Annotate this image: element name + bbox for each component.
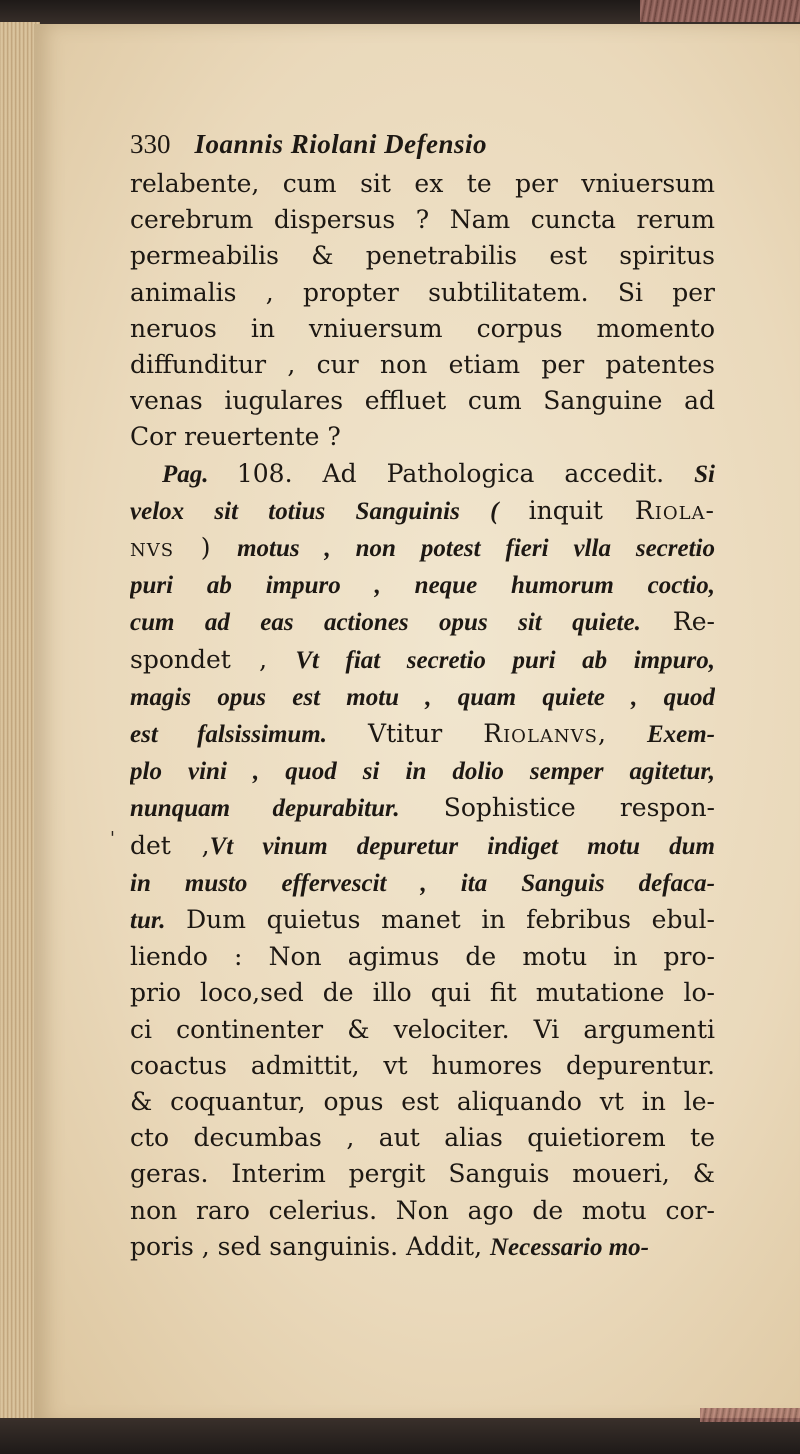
text-segment: Necessario mo- bbox=[490, 1233, 649, 1261]
text-line bbox=[130, 1193, 715, 1229]
page-header bbox=[130, 126, 715, 166]
text-segment: prio loco,sed de illo qui fit mutatione lo- bbox=[130, 978, 715, 1008]
text-line bbox=[130, 383, 715, 419]
text-segment: in musto effervescit , ita Sanguis defaca- bbox=[130, 869, 715, 897]
text-segment: relabente, cum sit ex te per vniuersum bbox=[130, 169, 715, 198]
text-line bbox=[130, 679, 715, 716]
text-line bbox=[130, 202, 715, 238]
text-segment: motus , non potest fieri vlla secretio bbox=[237, 535, 715, 563]
text-segment: venas iugulares effluet cum Sanguine ad bbox=[130, 386, 715, 416]
text-segment: Exem- bbox=[646, 721, 715, 749]
text-segment: & coquantur, opus est aliquando vt in le- bbox=[130, 1087, 715, 1117]
text-line bbox=[130, 1012, 715, 1048]
text-segment: liendo : Non agimus de motu in pro- bbox=[130, 942, 715, 972]
text-segment: det , bbox=[130, 830, 210, 860]
ribbon-bookmark-bottom bbox=[700, 1408, 800, 1422]
text-line bbox=[130, 238, 715, 274]
text-line bbox=[130, 311, 715, 347]
text-segment: velox sit totius Sanguinis ( bbox=[130, 497, 529, 525]
page-number: 330 bbox=[130, 129, 171, 159]
text-segment: Vt vinum depuretur indiget motu dum bbox=[209, 832, 715, 860]
text-segment: magis opus est motu , quam quiete , quod bbox=[130, 683, 715, 711]
running-title: Ioannis Riolani Defensio bbox=[194, 129, 488, 159]
text-segment: animalis , propter subtilitatem. Si per bbox=[130, 277, 715, 307]
text-segment: diffunditur , cur non etiam per patentes bbox=[130, 350, 715, 380]
text-line bbox=[130, 902, 715, 939]
text-line bbox=[130, 347, 715, 383]
text-segment: spondet , bbox=[130, 644, 296, 674]
text-line bbox=[130, 1156, 715, 1192]
text-segment: tur. bbox=[130, 907, 166, 935]
text-line bbox=[130, 419, 715, 455]
text-segment: non raro celerius. Non ago de motu cor- bbox=[130, 1195, 715, 1225]
text-line bbox=[130, 865, 715, 902]
text-segment: geras. Interim pergit Sanguis moueri, & bbox=[130, 1159, 715, 1189]
text-segment: inquit bbox=[528, 495, 635, 525]
text-segment: Pag. bbox=[162, 460, 237, 488]
text-segment: cto decumbas , aut alias quietiorem te bbox=[130, 1123, 715, 1153]
text-line bbox=[130, 753, 715, 790]
text-segment: est falsissimum. bbox=[130, 721, 327, 749]
text-line bbox=[130, 604, 715, 641]
text-line bbox=[130, 828, 715, 865]
text-segment: , bbox=[597, 719, 647, 749]
text-segment: plo vini , quod si in dolio semper agitetur, bbox=[130, 758, 715, 786]
text-segment: nvs bbox=[130, 533, 175, 563]
text-line bbox=[130, 939, 715, 975]
book-cover-bottom-edge bbox=[0, 1418, 800, 1454]
text-line bbox=[130, 567, 715, 604]
text-segment: ci continenter & velociter. Vi argumenti bbox=[130, 1014, 715, 1044]
text-segment: Cor reuertente ? bbox=[130, 422, 341, 452]
text-segment: cum ad eas actiones opus sit quiete. bbox=[130, 609, 641, 637]
text-line bbox=[130, 1048, 715, 1084]
text-line bbox=[130, 1120, 715, 1156]
text-line bbox=[130, 716, 715, 753]
text-line bbox=[130, 456, 715, 493]
text-segment: 108. Ad Pathologica accedit. bbox=[236, 458, 695, 488]
text-line bbox=[130, 642, 715, 679]
margin-mark: ' bbox=[110, 828, 115, 849]
text-segment: Riolanvs bbox=[483, 719, 598, 749]
text-line bbox=[130, 1229, 715, 1266]
text-segment: coactus admittit, vt humores depurentur. bbox=[130, 1050, 715, 1080]
text-segment: Vtitur bbox=[327, 719, 484, 749]
body-text bbox=[130, 166, 715, 1266]
text-line bbox=[130, 166, 715, 202]
text-line bbox=[130, 1084, 715, 1120]
text-segment: nunquam depurabitur. bbox=[130, 795, 400, 823]
text-line bbox=[130, 530, 715, 567]
text-block bbox=[130, 126, 715, 1266]
text-segment: Si bbox=[694, 460, 715, 488]
text-segment: neruos in vniuersum corpus momento bbox=[130, 313, 715, 343]
text-segment: cerebrum dispersus ? Nam cuncta rerum bbox=[130, 205, 715, 235]
text-line bbox=[130, 275, 715, 311]
text-line bbox=[130, 493, 715, 530]
text-segment: Sophistice respon- bbox=[399, 793, 715, 823]
text-segment: permeabilis & penetrabilis est spiritus bbox=[130, 241, 715, 271]
text-line bbox=[130, 790, 715, 827]
text-segment: poris , sed sanguinis. Addit, bbox=[130, 1231, 490, 1261]
text-segment: Re- bbox=[640, 607, 715, 637]
ribbon-bookmark bbox=[640, 0, 800, 22]
text-segment: ) bbox=[174, 533, 238, 563]
text-segment: Vt fiat secretio puri ab impuro, bbox=[295, 646, 715, 674]
text-line bbox=[130, 975, 715, 1011]
text-segment: puri ab impuro , neque humorum coctio, bbox=[130, 572, 715, 600]
text-segment: Riola- bbox=[634, 495, 715, 525]
text-segment: Dum quietus manet in febribus ebul- bbox=[165, 905, 715, 935]
